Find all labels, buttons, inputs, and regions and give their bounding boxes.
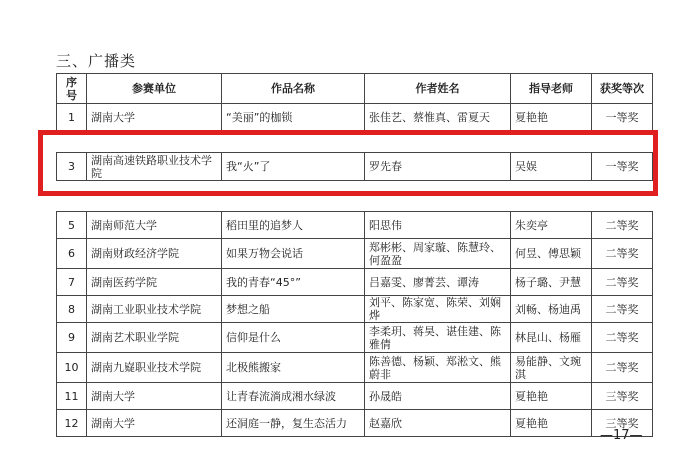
cell-prize: 一等奖 xyxy=(592,153,653,181)
header-num: 序号 xyxy=(57,74,87,104)
cell-authors: 赵嘉欣 xyxy=(365,410,511,437)
cell-prize: 三等奖 xyxy=(592,410,653,437)
cell-teacher: 何昱、傅思颖 xyxy=(511,239,592,269)
cell-num: 8 xyxy=(57,296,87,323)
cell-work: 梦想之船 xyxy=(222,296,365,323)
cell-num: 12 xyxy=(57,410,87,437)
cell-teacher: 杨子璐、尹慧 xyxy=(511,269,592,296)
cell-authors: 郑彬彬、周家璇、陈慧玲、何盈盈 xyxy=(365,239,511,269)
table-row xyxy=(57,212,653,239)
header-unit: 参赛单位 xyxy=(87,74,222,104)
cell-unit: 湖南医药学院 xyxy=(87,269,222,296)
cell-unit: 湖南高速铁路职业技术学院 xyxy=(87,153,222,181)
cell-num: 11 xyxy=(57,383,87,410)
cell-authors: 罗先春 xyxy=(365,153,511,181)
header-authors: 作者姓名 xyxy=(365,74,511,104)
cell-num: 1 xyxy=(57,104,87,132)
header-work: 作品名称 xyxy=(222,74,365,104)
header-teacher: 指导老师 xyxy=(511,74,592,104)
cell-authors: 陈善德、杨颖、郑淞文、熊蔚非 xyxy=(365,353,511,383)
table-row xyxy=(57,383,653,410)
cell-teacher: 刘畅、杨迪禹 xyxy=(511,296,592,323)
table-row xyxy=(57,269,653,296)
cell-teacher: 夏艳艳 xyxy=(511,410,592,437)
cell-work: 稻田里的追梦人 xyxy=(222,212,365,239)
cell-teacher: 吴娱 xyxy=(511,153,592,181)
cell-prize: 二等奖 xyxy=(592,353,653,383)
cell-authors: 孙晟皓 xyxy=(365,383,511,410)
cell-unit: 湖南财政经济学院 xyxy=(87,239,222,269)
cell-unit: 湖南大学 xyxy=(87,410,222,437)
cell-prize: 一等奖 xyxy=(592,104,653,132)
cell-teacher: 夏艳艳 xyxy=(511,104,592,132)
cell-unit: 湖南工业职业技术学院 xyxy=(87,296,222,323)
cell-work: 让青春流淌成湘水绿波 xyxy=(222,383,365,410)
cell-prize: 二等奖 xyxy=(592,296,653,323)
table-row xyxy=(57,353,653,383)
table-row xyxy=(57,323,653,353)
cell-prize: 二等奖 xyxy=(592,323,653,353)
cell-teacher: 易能静、文琬淇 xyxy=(511,353,592,383)
cell-authors: 张佳艺、蔡惟真、雷夏天 xyxy=(365,104,511,132)
cell-authors: 吕嘉雯、廖菁芸、谭涛 xyxy=(365,269,511,296)
cell-unit: 湖南艺术职业学院 xyxy=(87,323,222,353)
cell-num: 10 xyxy=(57,353,87,383)
cell-prize: 二等奖 xyxy=(592,269,653,296)
cell-work: “美丽”的枷锁 xyxy=(222,104,365,132)
table-row xyxy=(57,296,653,323)
cell-num: 5 xyxy=(57,212,87,239)
cell-unit: 湖南九嶷职业技术学院 xyxy=(87,353,222,383)
header-prize: 获奖等次 xyxy=(592,74,653,104)
page-number: —17— xyxy=(600,428,643,443)
cell-num: 3 xyxy=(57,153,87,181)
cell-authors: 刘平、陈家宽、陈荣、刘娴烨 xyxy=(365,296,511,323)
cell-prize: 三等奖 xyxy=(592,383,653,410)
cell-prize: 二等奖 xyxy=(592,239,653,269)
table-row xyxy=(57,239,653,269)
table-row xyxy=(57,104,653,132)
cell-prize: 二等奖 xyxy=(592,212,653,239)
cell-work: 我的青春“45°” xyxy=(222,269,365,296)
cell-work: 如果万物会说话 xyxy=(222,239,365,269)
cell-num: 6 xyxy=(57,239,87,269)
cell-teacher: 朱奕亭 xyxy=(511,212,592,239)
cell-num: 7 xyxy=(57,269,87,296)
section-title: 三、广播类 xyxy=(56,52,137,70)
cell-unit: 湖南师范大学 xyxy=(87,212,222,239)
cell-unit: 湖南大学 xyxy=(87,383,222,410)
cell-num: 9 xyxy=(57,323,87,353)
cell-work: 我“火”了 xyxy=(222,153,365,181)
cell-teacher: 林昆山、杨雁 xyxy=(511,323,592,353)
cell-teacher: 夏艳艳 xyxy=(511,383,592,410)
table-row xyxy=(57,410,653,437)
cell-unit: 湖南大学 xyxy=(87,104,222,132)
cell-work: 信仰是什么 xyxy=(222,323,365,353)
table-header-row xyxy=(57,74,653,104)
cell-work: 北极熊搬家 xyxy=(222,353,365,383)
awards-table xyxy=(56,73,653,437)
cell-authors: 阳思伟 xyxy=(365,212,511,239)
cell-authors: 李柔玥、蒋昊、谌佳建、陈雅倩 xyxy=(365,323,511,353)
highlight-box xyxy=(38,130,658,196)
cell-work: 还洞庭一静，复生态活力 xyxy=(222,410,365,437)
